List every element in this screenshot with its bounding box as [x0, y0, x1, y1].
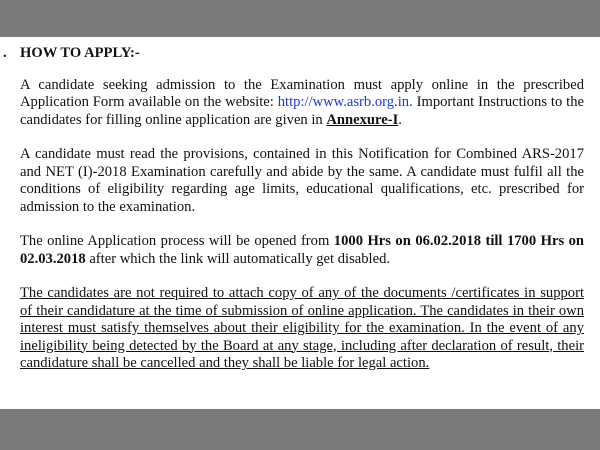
application-dates: 1000 Hrs on 06.02.2018 till 1700 Hrs on 02.03.2018: [20, 233, 585, 267]
section-number: .: [3, 45, 7, 61]
section-title: HOW TO APPLY:-: [20, 45, 140, 61]
para1-text-middle: Important Instructions to the candidates for filling online application are given in: [20, 94, 584, 128]
paragraph-documents-note: The candidates are not required to attach copy of any of the documents /certificates in support of their candidature at the time of submission of online application. The candidates in their own interest must satisfy themselves about their eligibility for the examination. In the event of any ineligibility being detected by the Board at any stage, including after declaration of result, their candidature shall be cancelled and they shall be liable for legal action.: [20, 285, 584, 371]
para1-text-end: .: [398, 111, 402, 128]
document-page: [0, 37, 600, 409]
para3-text-start: The online Application process will be opened from: [20, 233, 334, 249]
para1-text-start: A candidate seeking admission to the Examination must apply online in the prescribed Application Form available on the website:: [20, 76, 584, 110]
paragraph-application-dates: [20, 233, 584, 268]
annexure-reference: Annexure-I: [326, 111, 399, 128]
website-link[interactable]: http://www.asrb.org.in.: [277, 94, 413, 110]
paragraph-read-provisions: A candidate must read the provisions, contained in this Notification for Combined ARS-2017 and NET (I)-2018 Examination carefully and abide by the same. A candidate must fulfil all the conditions of eligibility regarding age limits, educational qualifications, etc. prescribed for admission to the examination.: [20, 146, 584, 215]
section-heading: [3, 45, 584, 63]
para3-text-end: after which the link will automatically get disabled.: [85, 250, 391, 267]
document-content: [3, 45, 585, 390]
paragraph-apply-online: [20, 77, 584, 130]
